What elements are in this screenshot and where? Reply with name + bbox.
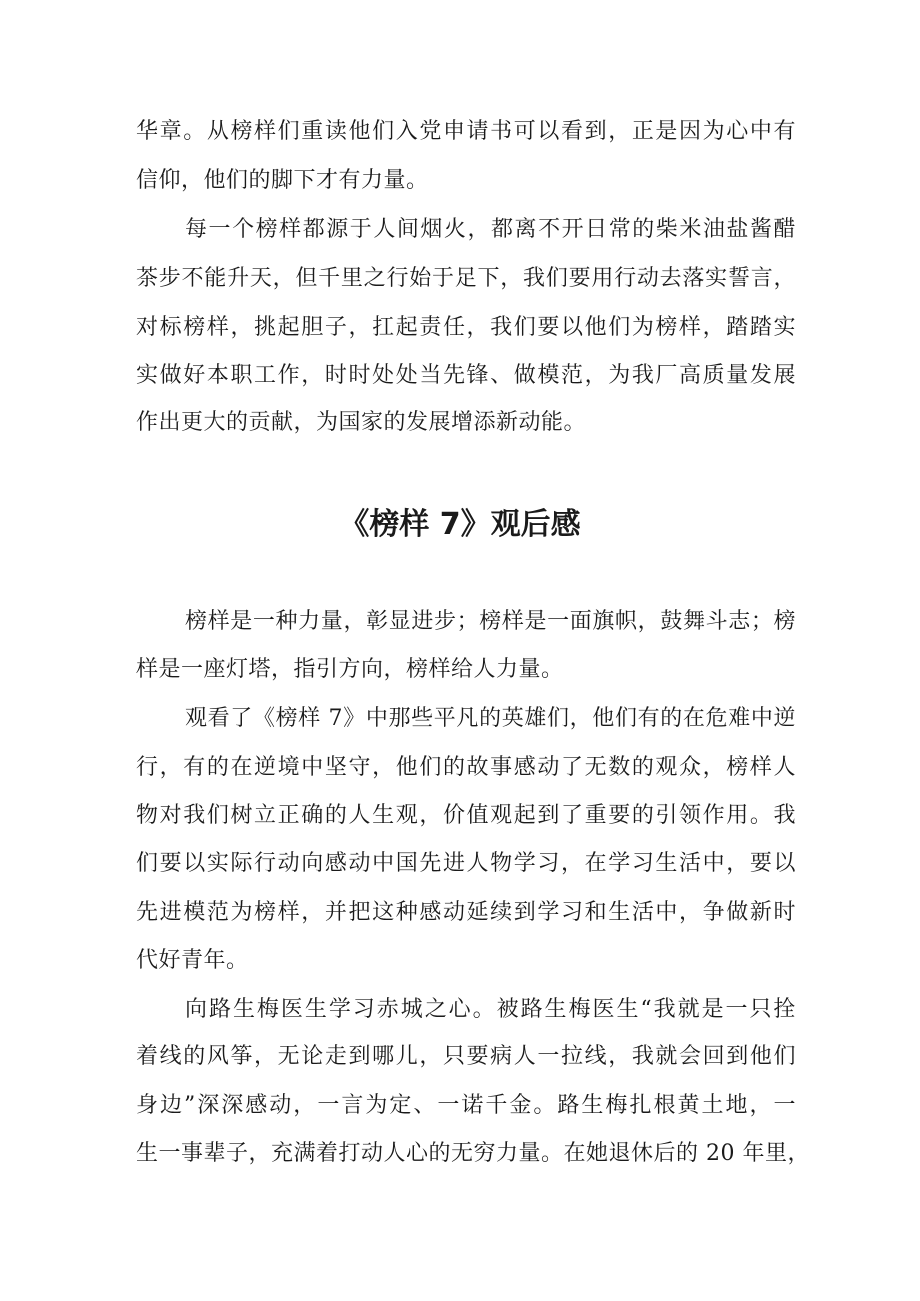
paragraph-line: 作出更大的贡献，为国家的发展增添新动能。 [136,410,587,435]
page-title: 《榜样 7》观后感 [339,507,581,542]
paragraph-line: 每一个榜样都源于人间烟火，都离不开日常的柴米油盐酱醋 [185,217,796,242]
paragraph-line: 华章。从榜样们重读他们入党申请书可以看到，正是因为心中有 [136,119,796,144]
paragraph-line: 行，有的在逆境中坚守，他们的故事感动了无数的观众，榜样人 [136,755,796,780]
paragraph-line: 向路生梅医生学习赤城之心。被路生梅医生“我就是一只拴 [185,997,796,1022]
paragraph-line: 物对我们树立正确的人生观，价值观起到了重要的引领作用。我 [136,803,796,828]
paragraph-line: 对标榜样，挑起胆子，扛起责任，我们要以他们为榜样，踏踏实 [136,315,796,340]
paragraph-line: 代好青年。 [136,948,249,973]
paragraph-line: 茶步不能升天，但千里之行始于足下，我们要用行动去落实誓言， [136,266,796,291]
paragraph-line: 身边”深深感动，一言为定、一诺千金。路生梅扎根黄土地，一 [136,1093,796,1118]
paragraph-line: 信仰，他们的脚下才有力量。 [136,168,429,193]
paragraph-line: 着线的风筝，无论走到哪儿，只要病人一拉线，我就会回到他们 [136,1044,796,1069]
paragraph-line: 榜样是一种力量，彰显进步；榜样是一面旗帜，鼓舞斗志；榜 [185,609,796,634]
paragraph-line: 样是一座灯塔，指引方向，榜样给人力量。 [136,657,564,682]
paragraph-line: 生一事辈子，充满着打动人心的无穷力量。在她退休后的 20 年里， [136,1141,810,1166]
paragraph-line: 实做好本职工作，时时处处当先锋、做模范，为我厂高质量发展 [136,363,796,388]
paragraph-line: 观看了《榜样 7》中那些平凡的英雄们，他们有的在危难中逆 [185,706,796,731]
paragraph-line: 们要以实际行动向感动中国先进人物学习，在学习生活中，要以 [136,851,796,876]
paragraph-line: 先进模范为榜样，并把这种感动延续到学习和生活中，争做新时 [136,900,796,925]
